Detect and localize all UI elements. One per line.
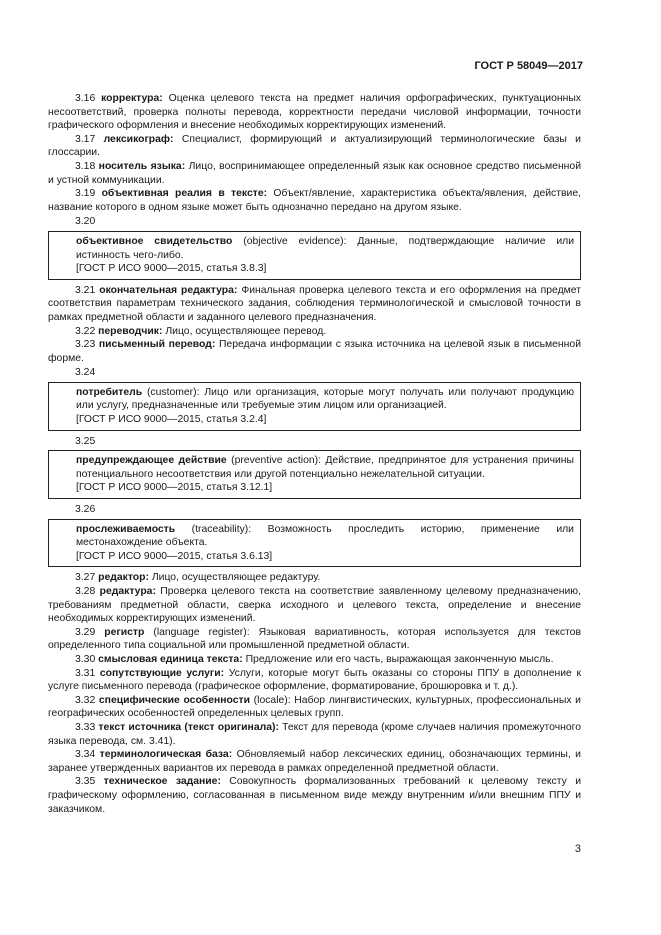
entry-number: 3.34 bbox=[75, 749, 96, 761]
entry-text: Проверка целевого текста на соответствие заявленному целевому предназначению, требованиям предметной области, сверка исходного и целевого текста, определение и внесение необходимых корректирующих изменений. bbox=[48, 586, 581, 625]
source-reference: [ГОСТ Р ИСО 9000—2015, статья 3.8.3] bbox=[76, 263, 267, 275]
boxed-entry-number: 3.24 bbox=[75, 367, 96, 379]
entry-number: 3.32 bbox=[75, 694, 96, 706]
entry-text: (traceability): Возможность проследить историю, применение или местонахождение объекта. bbox=[76, 523, 574, 549]
definition-entry bbox=[48, 653, 581, 667]
entry-text: (objective evidence): Данные, подтверждающие наличие или истинность чего-либо. bbox=[76, 235, 574, 261]
entry-number: 3.23 bbox=[75, 339, 96, 351]
entry-term: переводчик: bbox=[98, 325, 163, 337]
boxed-entry-number: 3.20 bbox=[75, 216, 96, 228]
entry-number: 3.28 bbox=[75, 586, 96, 597]
entry-text: (customer): Лицо или организация, которые могут получать или получают продукцию или услугу, предназначенные или требуемые этим лицом или организацией. bbox=[76, 386, 574, 412]
entry-text: Финальная проверка целевого текста и его оформления на предмет соответствия параметрам технического задания, соблюдения терминологической и смысловой точности в рамках предметной области и заданного целевого предназначения. bbox=[48, 284, 581, 323]
source-reference: [ГОСТ Р ИСО 9000—2015, статья 3.12.1] bbox=[76, 482, 273, 494]
definition-entry bbox=[48, 721, 581, 748]
entry-text: Лицо, осуществляющее перевод. bbox=[162, 325, 327, 337]
entry-term: объективное свидетельство bbox=[76, 235, 233, 247]
definition-entry bbox=[48, 748, 581, 775]
entry-term: регистр bbox=[104, 626, 145, 638]
entry-text: Передача информации с языка источника на целевой язык в письменной форме. bbox=[48, 339, 581, 364]
entry-number: 3.19 bbox=[75, 188, 96, 200]
definition-entry bbox=[48, 626, 581, 653]
entry-text: (locale): Набор лингвистических, культурных, профессиональных и географических особенностей определенных целевых групп. bbox=[48, 694, 581, 720]
entry-number: 3.18 bbox=[75, 160, 96, 172]
entry-term: предупреждающее действие bbox=[76, 455, 227, 467]
entry-number: 3.16 bbox=[75, 93, 96, 104]
definition-entry bbox=[48, 92, 581, 133]
definition-entry bbox=[48, 133, 581, 160]
source-reference: [ГОСТ Р ИСО 9000—2015, статья 3.6.13] bbox=[76, 550, 273, 562]
entry-term: текст источника (текст оригинала): bbox=[98, 721, 279, 733]
entry-number: 3.17 bbox=[75, 133, 96, 145]
definition-entry bbox=[48, 775, 581, 816]
entry-term: окончательная редактура: bbox=[99, 284, 238, 296]
entry-text: (language register): Языковая вариативность, которая используется для текстов определенного типа социальной или промышленной предметной области. bbox=[48, 626, 581, 652]
entry-text: Предложение или его часть, выражающая законченную мысль. bbox=[242, 653, 554, 665]
definition-entry bbox=[48, 284, 581, 325]
source-reference: [ГОСТ Р ИСО 9000—2015, статья 3.2.4] bbox=[76, 414, 267, 426]
entry-text: Обновляемый набор лексических единиц, обозначающих термины, и заранее утвержденных вариантов их перевода в рамках определенной предметной области. bbox=[48, 749, 581, 774]
entry-number: 3.29 bbox=[75, 626, 96, 638]
entry-number: 3.21 bbox=[75, 284, 96, 296]
entry-text: Лицо, воспринимающее определенный язык как основное средство письменной и устной коммуникации. bbox=[48, 160, 582, 186]
definition-entry bbox=[48, 694, 581, 721]
document-body bbox=[48, 92, 581, 816]
entry-term: редактор: bbox=[98, 572, 149, 584]
entry-term: редактура: bbox=[99, 586, 156, 597]
entry-text: Оценка целевого текста на предмет наличия орфографических, пунктуационных несоответствий, проверка полноты перевода, корректности передачи числовой информации, точности графического оформления и внесение необходимых корректирующих изменений. bbox=[48, 93, 581, 132]
entry-term: прослеживаемость bbox=[76, 523, 176, 535]
entry-number: 3.33 bbox=[75, 721, 96, 733]
definition-entry bbox=[48, 571, 581, 585]
boxed-definition bbox=[48, 519, 581, 568]
definition-entry bbox=[48, 338, 581, 365]
definition-entry bbox=[48, 585, 581, 626]
boxed-definition bbox=[48, 382, 581, 431]
entry-term: корректура: bbox=[101, 93, 163, 104]
entry-text: Услуги, которые могут быть оказаны со стороны ППУ в дополнение к услуге письменного перевода (графическое оформление, форматирование, брошюровка и т. д.). bbox=[48, 667, 581, 693]
entry-number: 3.27 bbox=[75, 572, 96, 584]
entry-term: носитель языка: bbox=[98, 160, 186, 172]
entry-number: 3.35 bbox=[75, 776, 96, 788]
entry-term: смысловая единица текста: bbox=[98, 653, 243, 665]
entry-term: техническое задание: bbox=[103, 776, 221, 788]
entry-number: 3.22 bbox=[75, 325, 96, 337]
entry-text: (preventive action): Действие, предпринятое для устранения причины потенциального несоответствия или другой потенциально нежелательной ситуации. bbox=[76, 455, 574, 480]
entry-number: 3.31 bbox=[75, 667, 96, 679]
page-number: 3 bbox=[574, 843, 581, 855]
boxed-entry-number: 3.26 bbox=[75, 504, 96, 516]
boxed-definition bbox=[48, 450, 581, 499]
definition-entry bbox=[48, 160, 581, 187]
entry-term: лексикограф: bbox=[103, 133, 174, 145]
boxed-definition bbox=[48, 231, 581, 280]
document-header: ГОСТ Р 58049—2017 bbox=[474, 60, 583, 72]
entry-term: сопутствующие услуги: bbox=[99, 667, 225, 679]
entry-text: Специалист, формирующий и актуализирующий терминологические базы и глоссарии. bbox=[48, 133, 581, 159]
boxed-entry-number: 3.25 bbox=[75, 435, 96, 447]
definition-entry bbox=[48, 187, 581, 214]
entry-text: Объект/явление, характеристика объекта/явления, действие, название которого в одном языке может быть однозначно передано на другом языке. bbox=[48, 188, 581, 213]
entry-term: специфические особенности bbox=[98, 694, 251, 706]
entry-term: письменный перевод: bbox=[98, 339, 216, 351]
definition-entry bbox=[48, 325, 581, 339]
entry-number: 3.30 bbox=[75, 653, 96, 665]
entry-term: объективная реалия в тексте: bbox=[101, 188, 268, 200]
definition-entry bbox=[48, 667, 581, 694]
entry-text: Текст для перевода (кроме случаев наличия промежуточного языка перевода, см. 3.41). bbox=[48, 721, 581, 747]
entry-text: Лицо, осуществляющее редактуру. bbox=[148, 572, 321, 584]
entry-text: Совокупность формализованных требований к целевому тексту и графическому оформлению, согласованная в письменном виде между внутренним и/или внешним ППУ и заказчиком. bbox=[48, 776, 582, 815]
entry-term: потребитель bbox=[76, 386, 143, 398]
entry-term: терминологическая база: bbox=[99, 749, 233, 761]
